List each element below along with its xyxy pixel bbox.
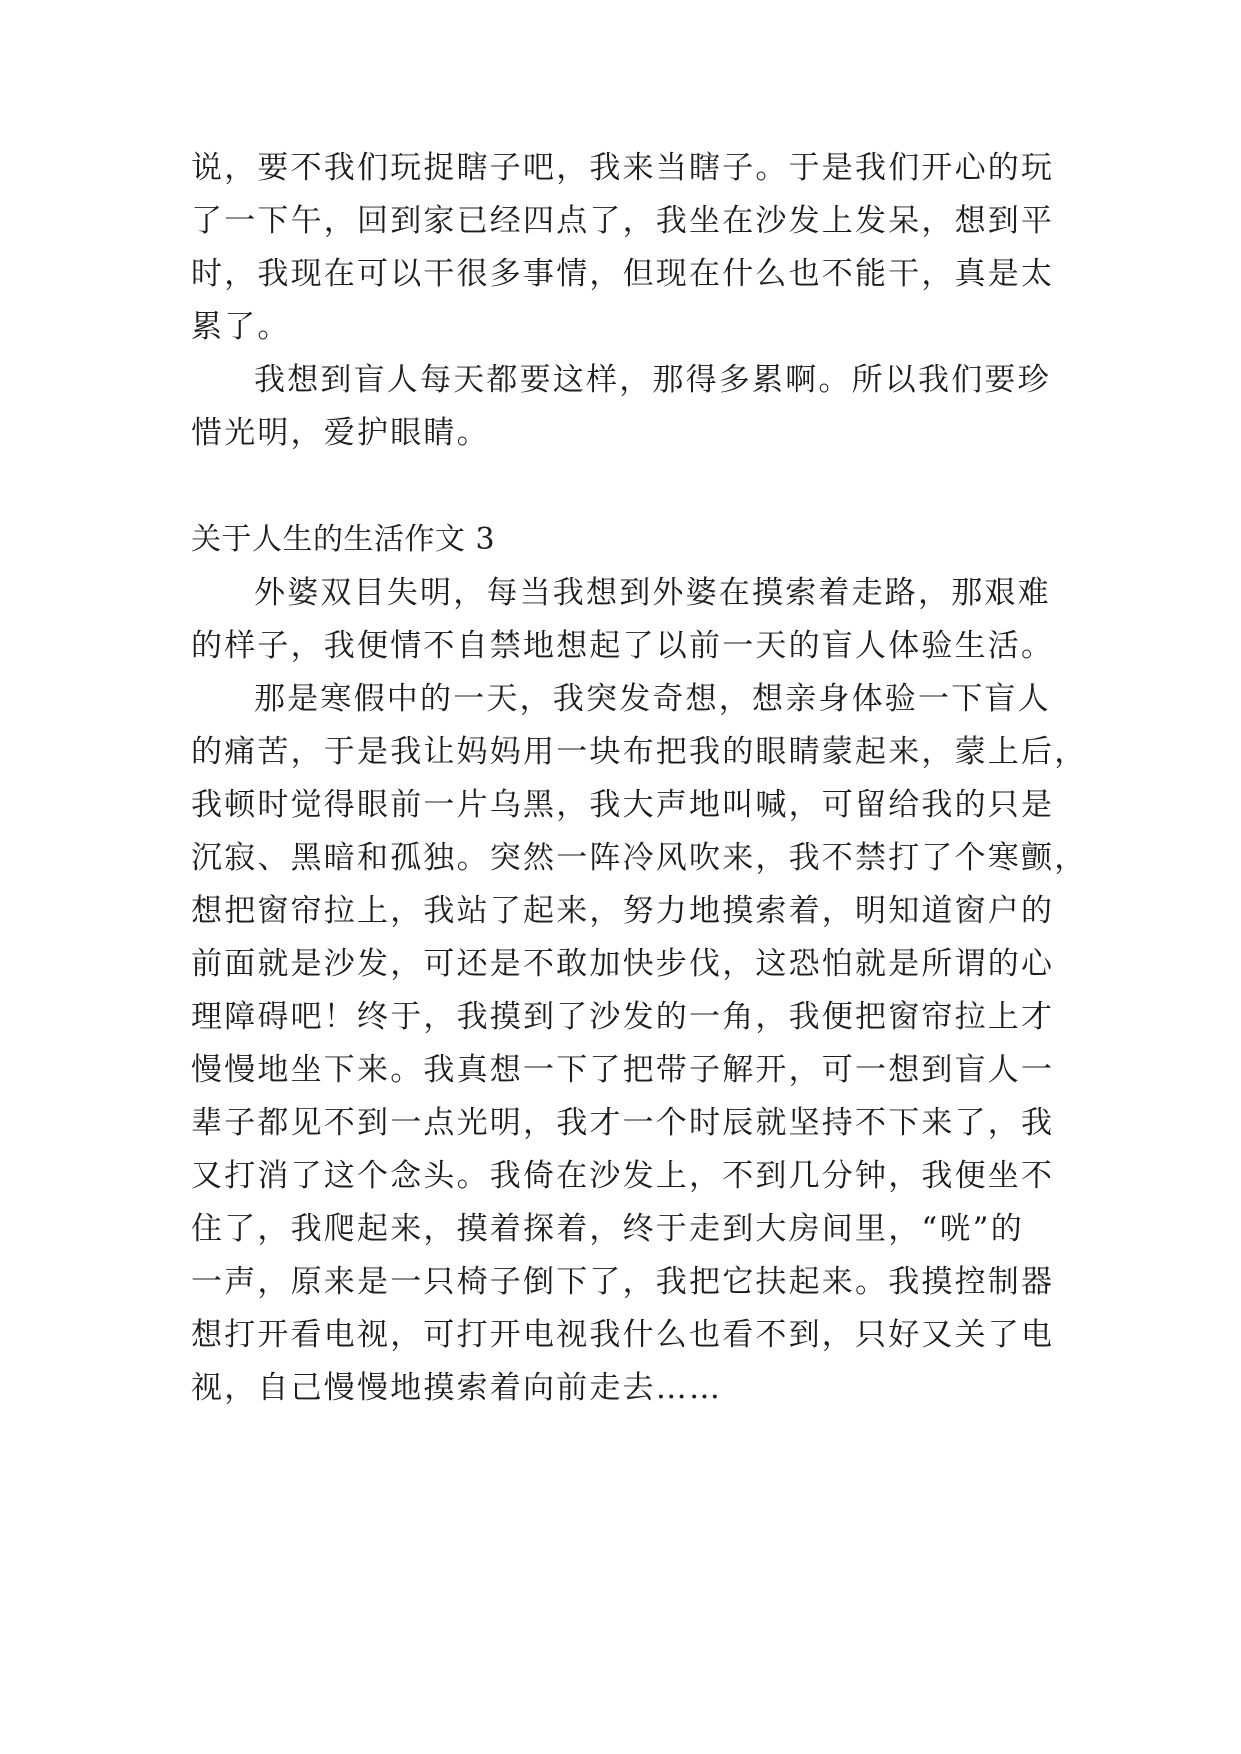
text-line: 沉寂、黑暗和孤独。突然一阵冷风吹来，我不禁打了个寒颤，: [191, 840, 1088, 876]
text-line: 住了，我爬起来，摸着探着，终于走到大房间里，“咣”的: [191, 1211, 1024, 1247]
text-line: 想把窗帘拉上，我站了起来，努力地摸索着，明知道窗户的: [191, 893, 1055, 929]
paragraph-first-line: 那是寒假中的一天，我突发奇想，想亲身体验一下盲人: [254, 681, 1051, 717]
text-line: 的痛苦，于是我让妈妈用一块布把我的眼睛蒙起来，蒙上后，: [191, 734, 1088, 770]
text-line: 想打开看电视，可打开电视我什么也看不到，只好又关了电: [191, 1317, 1055, 1353]
text-line: 前面就是沙发，可还是不敢加快步伐，这恐怕就是所谓的心: [191, 946, 1055, 982]
text-line: 的样子，我便情不自禁地想起了以前一天的盲人体验生活。: [191, 628, 1055, 664]
text-line: 又打消了这个念头。我倚在沙发上，不到几分钟，我便坐不: [191, 1158, 1055, 1194]
section-title: 关于人生的生活作文 3: [191, 522, 496, 557]
text-line: 辈子都见不到一点光明，我才一个时辰就坚持不下来了，我: [191, 1105, 1055, 1141]
text-line: 我顿时觉得眼前一片乌黑，我大声地叫喊，可留给我的只是: [191, 787, 1055, 823]
text-line: 说，要不我们玩捉瞎子吧，我来当瞎子。于是我们开心的玩: [191, 150, 1055, 186]
text-line: 惜光明，爱护眼睛。: [191, 415, 490, 451]
text-line: 时，我现在可以干很多事情，但现在什么也不能干，真是太: [191, 256, 1055, 292]
text-line: 理障碍吧！终于，我摸到了沙发的一角，我便把窗帘拉上才: [191, 999, 1055, 1035]
text-line: 视，自己慢慢地摸索着向前走去……: [191, 1370, 723, 1406]
paragraph-first-line: 我想到盲人每天都要这样，那得多累啊。所以我们要珍: [254, 362, 1051, 398]
text-line: 了一下午，回到家已经四点了，我坐在沙发上发呆，想到平: [191, 203, 1055, 239]
text-line: 一声，原来是一只椅子倒下了，我把它扶起来。我摸控制器: [191, 1264, 1055, 1300]
text-line: 累了。: [191, 309, 291, 345]
text-line: 慢慢地坐下来。我真想一下了把带子解开，可一想到盲人一: [191, 1052, 1055, 1088]
paragraph-first-line: 外婆双目失明，每当我想到外婆在摸索着走路，那艰难: [254, 575, 1051, 611]
